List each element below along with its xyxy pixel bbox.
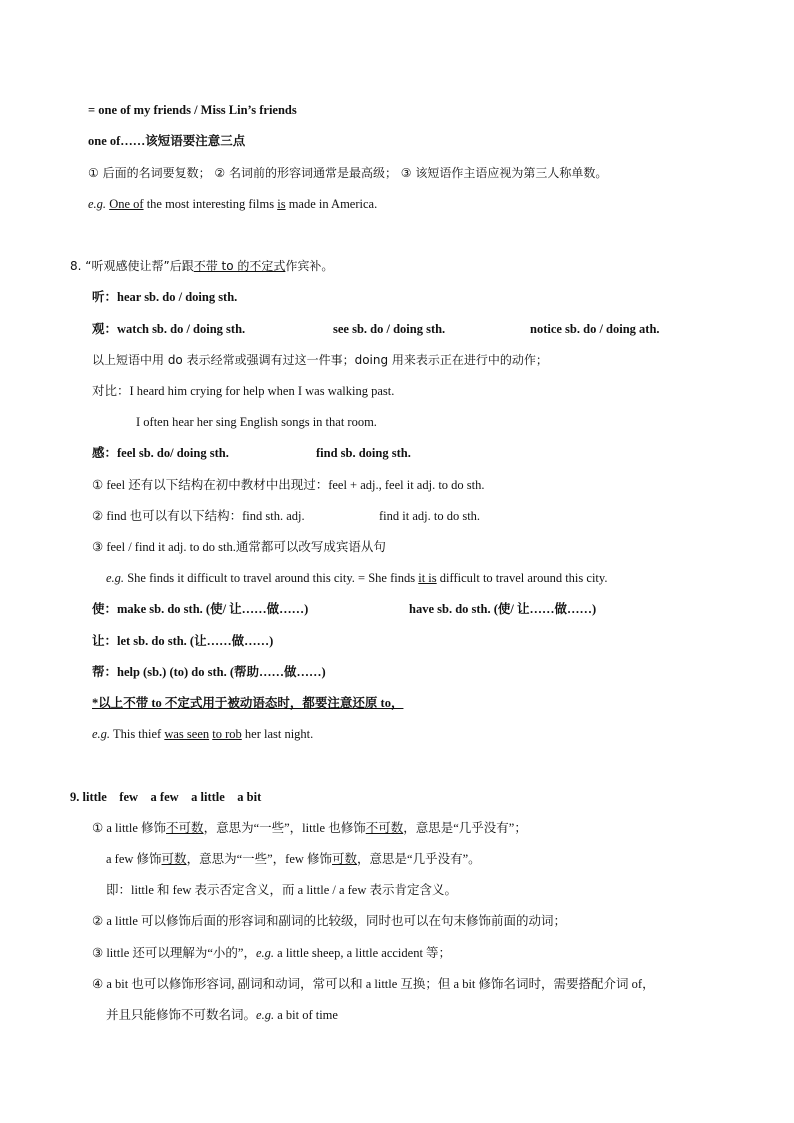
l2-countable: 可数: [161, 852, 187, 866]
shi-make: 使：make sb. do sth. (使/ 让……做……): [92, 602, 309, 616]
l5-b: a little sheep, a little accident 等；: [274, 946, 452, 960]
rewrite-note: ③ feel / find it adj. to do sth.通常都可以改写成宾语从句: [92, 540, 386, 554]
example-finds: [106, 570, 607, 586]
l1-uncountable: 不可数: [166, 821, 204, 835]
gan-feel: 感：feel sb. do/ doing sth.: [92, 446, 229, 460]
guan-notice: notice sb. do / doing ath.: [530, 322, 660, 336]
compare-line-1: 对比：I heard him crying for help when I was walking past.: [92, 384, 395, 398]
eg-label-5: e.g.: [256, 1008, 275, 1022]
l7-b: a bit of time: [274, 1008, 338, 1022]
summary-line: 即：little 和 few 表示否定含义，而 a little / a few 表示肯定含义。: [106, 883, 457, 897]
find-structures: ② find 也可以有以下结构：find sth. adj.: [92, 509, 305, 523]
example-text-end: made in America.: [285, 197, 378, 211]
example-3-a: This thief: [110, 727, 165, 741]
equivalent-phrase: = one of my friends / Miss Lin’s friends: [88, 103, 297, 117]
a-bit-line-2: [106, 1007, 338, 1023]
a-bit-line: ④ a bit 也可以修饰形容词, 副词和动词，常可以和 a little 互换；但 a bit 修饰名词时，需要搭配介词 of，: [92, 977, 655, 991]
title-underlined: 不带 to 的不定式: [193, 259, 286, 273]
comparative-line: ② a little 可以修饰后面的形容词和副词的比较级，同时也可以在句末修饰前面的动词；: [92, 914, 567, 928]
example-text: the most interesting films: [143, 197, 278, 211]
little-small-line: [92, 945, 451, 961]
l7-a: 并且只能修饰不可数名词。: [106, 1008, 257, 1022]
example-one-of: [88, 196, 377, 212]
rang-let: 让：let sb. do sth. (让……做……): [92, 634, 274, 648]
passive-note: *以上不带 to 不定式用于被动语态时，都要注意还原 to，: [92, 696, 404, 710]
l5-a: ③ little 还可以理解为“小的”，: [92, 946, 256, 960]
title-part-c: 作宾补。: [285, 259, 334, 273]
find-it-structure: find it adj. to do sth.: [379, 509, 481, 523]
section-8-title: [70, 258, 333, 274]
example-2-a: She finds it difficult to travel around this city. = She finds: [124, 571, 419, 585]
few-line: [106, 851, 481, 867]
underlined-it-is: it is: [418, 571, 437, 585]
example-2-c: difficult to travel around this city.: [436, 571, 608, 585]
section-9-title: 9. little few a few a little a bit: [70, 790, 262, 804]
title-part-a: 8. “听观感使让帮”后跟: [70, 259, 194, 273]
eg-label: e.g.: [88, 197, 107, 211]
gan-find: find sb. doing sth.: [316, 446, 411, 460]
underlined-one-of: One of: [109, 197, 144, 211]
l2-e: ，意思是“几乎没有”。: [357, 852, 481, 866]
eg-label-2: e.g.: [106, 571, 125, 585]
underlined-to-rob: to rob: [212, 727, 242, 741]
do-doing-note: 以上短语中用 do 表示经常或强调有过这一件事；doing 用来表示正在进行中的动作；: [92, 353, 548, 367]
underlined-was-seen: was seen: [164, 727, 210, 741]
l2-a: a few 修饰: [106, 852, 162, 866]
l2-c: ，意思为“一些”，few 修饰: [186, 852, 333, 866]
guan-watch: 观：watch sb. do / doing sth.: [92, 322, 246, 336]
feel-structures: ① feel 还有以下结构在初中教材中出现过：feel + adj., feel it adj. to do sth.: [92, 478, 485, 492]
l1-c: ，意思为“一些”，little 也修饰: [203, 821, 366, 835]
one-of-rules: ① 后面的名词要复数； ② 名词前的形容词通常是最高级； ③ 该短语作主语应视为第三人称单数。: [88, 166, 608, 180]
compare-line-2: I often hear her sing English songs in that room.: [136, 415, 377, 429]
example-thief: [92, 726, 313, 742]
bang-help: 帮：help (sb.) (to) do sth. (帮助……做……): [92, 665, 326, 679]
l1-a: ① a little 修饰: [92, 821, 167, 835]
little-line: [92, 820, 527, 836]
ting-line: 听：hear sb. do / doing sth.: [92, 290, 238, 304]
eg-label-3: e.g.: [92, 727, 111, 741]
eg-label-4: e.g.: [255, 946, 275, 960]
guan-line: [92, 321, 245, 337]
l1-uncountable-2: 不可数: [365, 821, 404, 835]
l2-countable-2: 可数: [332, 852, 358, 866]
shi-have: have sb. do sth. (使/ 让……做……): [409, 602, 597, 616]
l1-e: ，意思是“几乎没有”；: [403, 821, 527, 835]
one-of-heading: [88, 133, 245, 149]
guan-see: see sb. do / doing sth.: [333, 322, 446, 336]
one-of-text: one of……该短语要注意三点: [88, 134, 246, 148]
underlined-is: is: [277, 197, 286, 211]
example-3-e: her last night.: [241, 727, 314, 741]
